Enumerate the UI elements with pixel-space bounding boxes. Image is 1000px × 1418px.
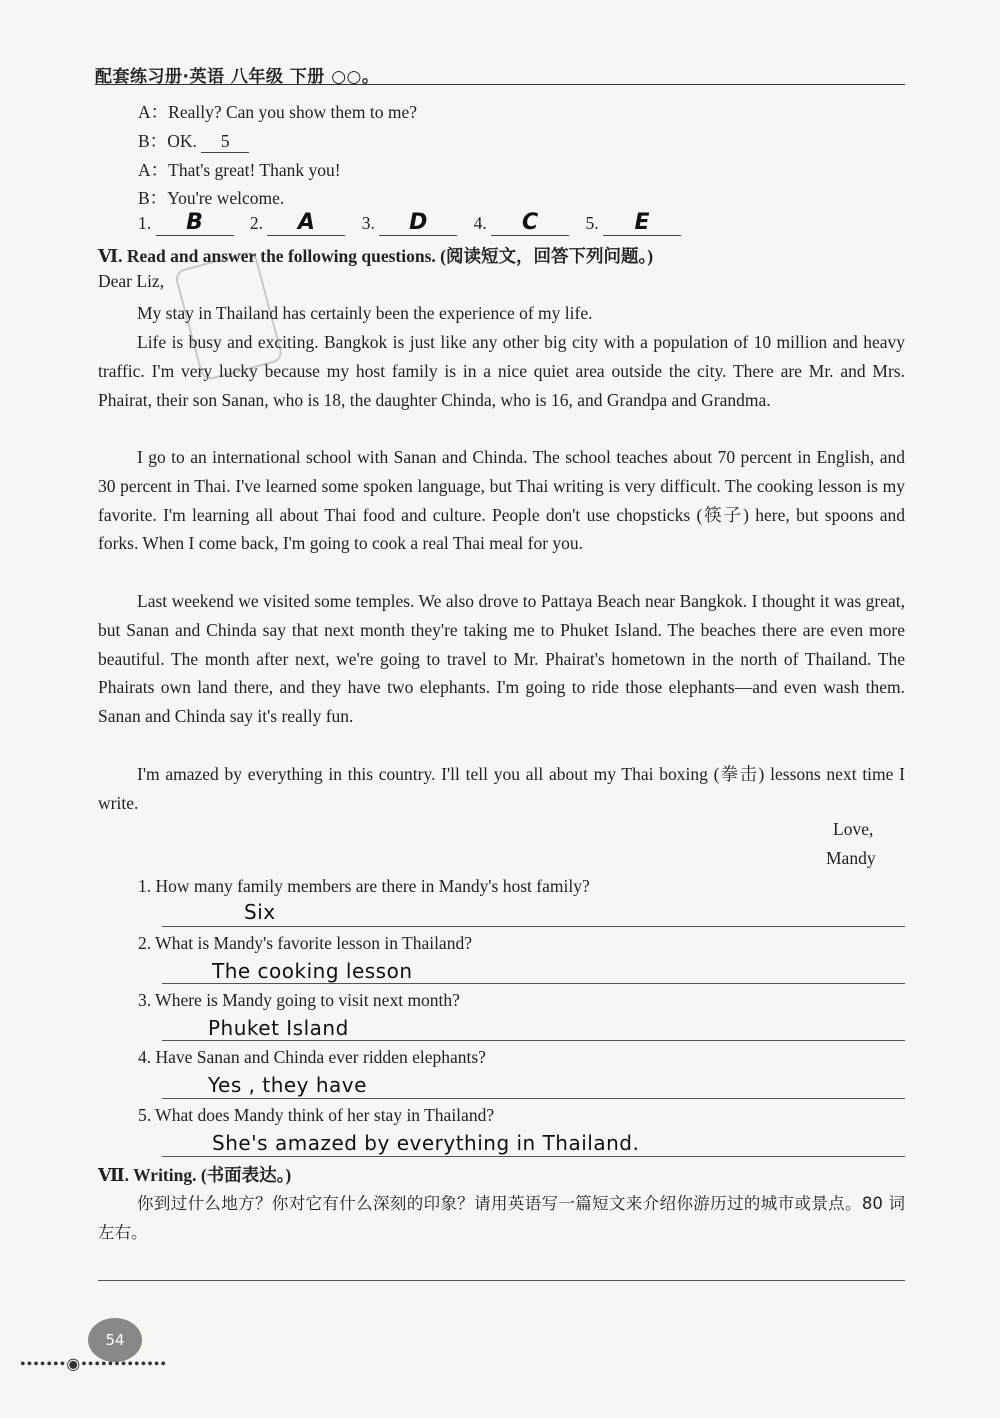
answer-line-3 — [162, 1040, 905, 1041]
question-5: 5. What does Mandy think of her stay in Thailand? — [138, 1105, 495, 1125]
answer-line-2 — [162, 983, 905, 984]
dialogue-line-3: A：That's great! Thank you! — [138, 160, 341, 180]
page-number: 54 — [105, 1331, 125, 1349]
blank-3: 3. D — [362, 213, 458, 233]
answer-4: Yes , they have — [208, 1073, 367, 1097]
blank-5: 5. E — [586, 213, 682, 233]
letter-paragraph-3: I go to an international school with Sanan and Chinda. The school teaches about 70 percent in English, and 30 percent in Thai. I've learned some spoken language, but Thai writing is very difficult. The cooking lesson is my favorite. I'm learning all about Thai food and culture. People don't use chopsticks (筷子) here, but spoons and forks. When I come back, I'm going to cook a real Thai meal for you. — [98, 447, 905, 554]
writing-prompt: 你到过什么地方？你对它有什么深刻的印象？请用英语写一篇短文来介绍你游历过的城市或景点。80 词左右。 — [98, 1194, 905, 1242]
footer-dots: •••••••◉••••••••••••• — [20, 1356, 167, 1373]
section-7-heading: Ⅶ. Writing. (书面表达。) — [98, 1165, 292, 1185]
letter-paragraph-5: I'm amazed by everything in this country. I'll tell you all about my Thai boxing (拳击) lessons next time I write. — [98, 764, 905, 813]
answer-1: Six — [244, 900, 276, 924]
blank-answers-row — [138, 210, 681, 236]
answer-2: The cooking lesson — [212, 959, 413, 983]
answer-3: Phuket Island — [208, 1016, 349, 1040]
answer-line-4 — [162, 1098, 905, 1099]
letter-paragraph-2: Life is busy and exciting. Bangkok is just like any other big city with a population of 10 million and heavy traffic. I'm very lucky because my host family is in a nice quiet area outside the city. There are Mr. and Mrs. Phairat, their son Sanan, who is 18, the daughter Chinda, who is 16, and Grandpa and Grandma. — [98, 332, 905, 410]
letter-signature: Mandy — [826, 848, 876, 868]
dialogue-line-2: B：OK. 5 — [138, 128, 249, 153]
letter-closing: Love, — [833, 819, 874, 839]
header-rule — [95, 84, 905, 85]
dialogue-line-4: B：You're welcome. — [138, 188, 285, 208]
dialogue-blank: 5 — [201, 131, 249, 153]
blank-2: 2. A — [250, 213, 346, 233]
question-3: 3. Where is Mandy going to visit next month? — [138, 990, 460, 1010]
letter-paragraph-4: Last weekend we visited some temples. We also drove to Pattaya Beach near Bangkok. I thought it was great, but Sanan and Chinda say that next month they're taking me to Phuket Island. The beaches there are even more beautiful. The month after next, we're going to travel to Mr. Phairat's hometown in the north of Thailand. The Phairats own land there, and they have two elephants. I'm going to ride those elephants—and even wash them. Sanan and Chinda say it's really fun. — [98, 591, 905, 727]
letter-paragraph-1: My stay in Thailand has certainly been the experience of my life. — [137, 303, 593, 323]
writing-line — [98, 1280, 905, 1281]
question-4: 4. Have Sanan and Chinda ever ridden elephants? — [138, 1047, 486, 1067]
question-2: 2. What is Mandy's favorite lesson in Thailand? — [138, 933, 472, 953]
letter-greeting: Dear Liz, — [98, 271, 165, 291]
page-header-title: 配套练习册·英语 八年级 下册 ○○。 — [95, 67, 380, 87]
answer-5: She's amazed by everything in Thailand. — [212, 1131, 640, 1155]
answer-line-1 — [162, 926, 905, 927]
blank-1: 1. B — [138, 213, 234, 233]
blank-4: 4. C — [474, 213, 570, 233]
section-6-heading: Ⅵ. Read and answer the following questions. (阅读短文，回答下列问题。) — [98, 246, 654, 266]
answer-line-5 — [162, 1156, 905, 1157]
question-1: 1. How many family members are there in Mandy's host family? — [138, 876, 590, 896]
dialogue-line-1: A：Really? Can you show them to me? — [138, 102, 417, 122]
